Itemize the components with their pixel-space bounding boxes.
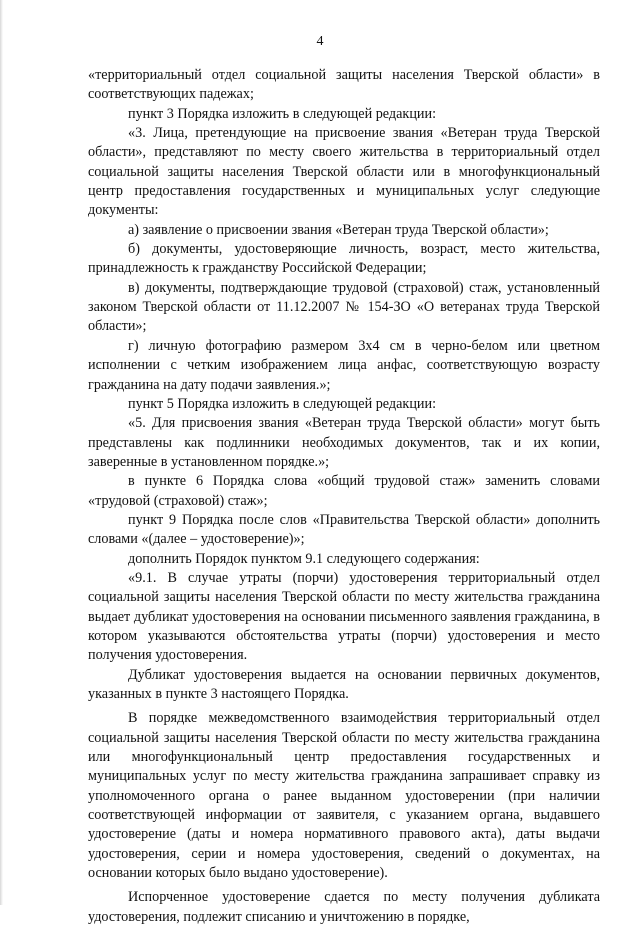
paragraph-item-9-1-intro: дополнить Порядок пунктом 9.1 следующего содержания: [128, 550, 480, 567]
paragraph-item-3-text: «3. Лица, претендующие на присвоение звания «Ветеран труда Тверской области», представляют по месту своего жительства в территориальный отдел социальной защиты населения Тверской области или в многофункциональный центр предоставления государственных и муниципальных услуг следующие документы: [88, 125, 600, 219]
paragraph-item-5-intro: пункт 5 Порядка изложить в следующей редакции: [128, 395, 437, 412]
document-body [88, 66, 600, 927]
paragraph-item-3-intro: пункт 3 Порядка изложить в следующей редакции: [128, 105, 437, 122]
paragraph-interagency-request: В порядке межведомственного взаимодействия территориальный отдел социальной защиты населения Тверской области по месту жительства гражданина или многофункциональный центр предоставления государственных и муниципальных услуг по месту жительства гражданина запрашивает справку из уполномоченного органа о ранее выданном удостоверении (при наличии соответствующей информации от заявителя, с указанием органа, выдавшего удостоверение (даты и номера нормативного правового акта), даты выдачи удостоверения, серии и номера удостоверения, сведений о документах, на основании которых было выдано удостоверение). [88, 710, 600, 882]
paragraph-territorial-office-cases: «территориальный отдел социальной защиты населения Тверской области» в соответствующих падежах; [88, 67, 600, 103]
paragraph-duplicate-basis: Дубликат удостоверения выдается на основании первичных документов, указанных в пункте 3 настоящего Порядка. [88, 666, 600, 702]
paragraph-damaged-certificate: Испорченное удостоверение сдается по месту получения дубликата удостоверения, подлежит списанию и уничтожению в порядке, [88, 889, 600, 925]
paragraph-item-9-1-text: «9.1. В случае утраты (порчи) удостоверения территориальный отдел социальной защиты населения Тверской области по месту жительства гражданина выдает дубликат удостоверения на основании письменного заявления гражданина, в котором указываются обстоятельства утраты (порчи) удостоверения и место получения удостоверения. [88, 569, 600, 664]
paragraph-item-5-text: «5. Для присвоения звания «Ветеран труда Тверской области» могут быть представлены как подлинники необходимых документов, так и их копии, заверенные в установленном порядке.»; [88, 415, 600, 470]
page-number: 4 [316, 34, 324, 49]
paragraph-item-3-v: в) документы, подтверждающие трудовой (страховой) стаж, установленный законом Тверской области от 11.12.2007 № 154-ЗО «О ветеранах труда Тверской области»; [88, 279, 600, 335]
paragraph-item-9-change: пункт 9 Порядка после слов «Правительства Тверской области» дополнить словами «(далее – удостоверение)»; [88, 511, 600, 548]
paragraph-item-6-change: в пункте 6 Порядка слова «общий трудовой стаж» заменить словами «трудовой (страховой) стаж»; [88, 473, 600, 509]
paragraph-item-3-a: а) заявление о присвоении звания «Ветеран труда Тверской области»; [128, 221, 549, 238]
paragraph-item-3-b: б) документы, удостоверяющие личность, возраст, место жительства, принадлежность к гражданству Российской Федерации; [88, 241, 600, 277]
scan-edge-shadow [0, 0, 3, 905]
paragraph-item-3-g: г) личную фотографию размером 3х4 см в черно-белом или цветном исполнении с четким изображением лица анфас, соответствующую возрасту гражданина на дату подачи заявления.»; [88, 337, 600, 393]
